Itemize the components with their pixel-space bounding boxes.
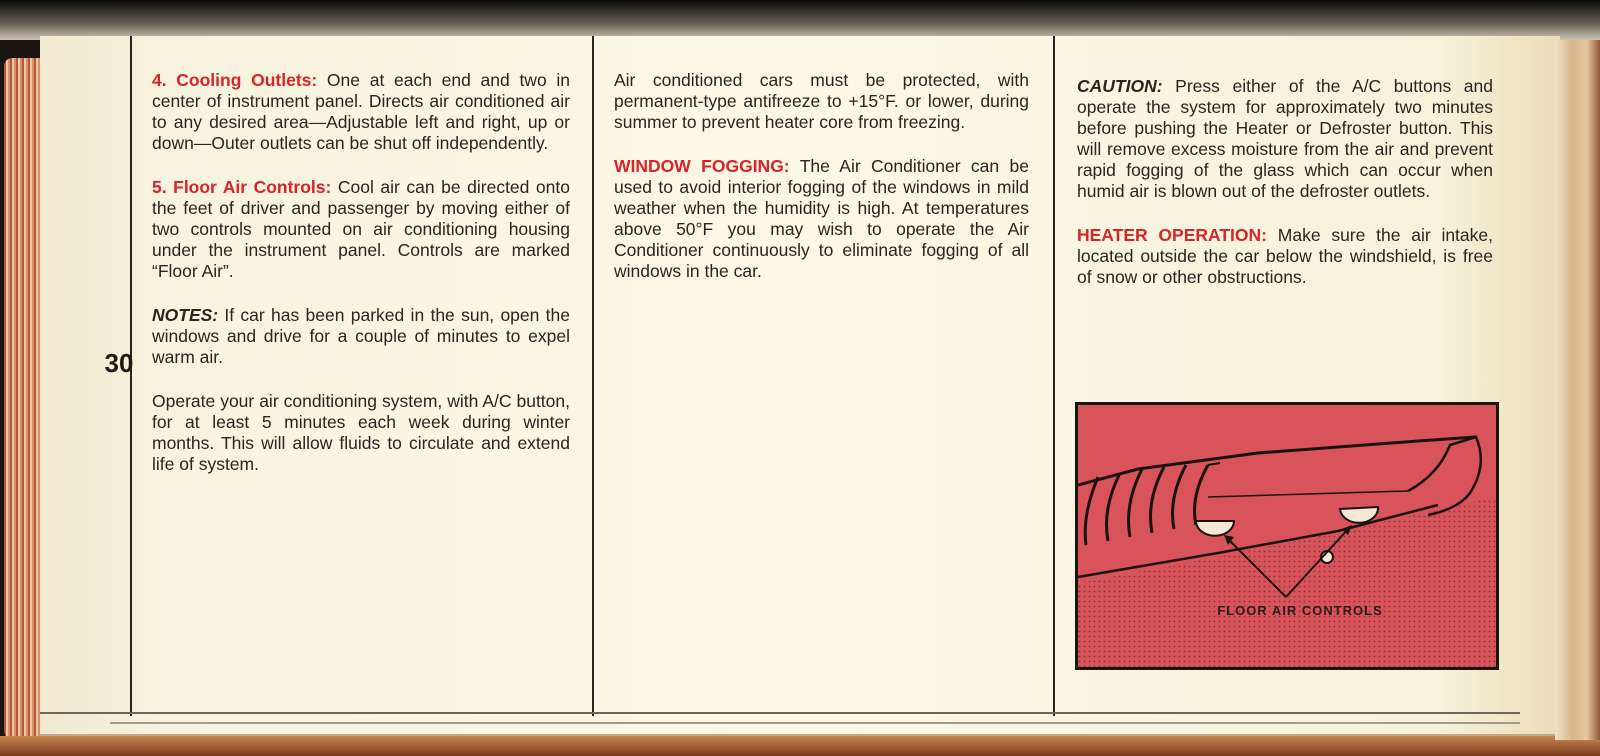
paragraph-caution (1077, 76, 1493, 202)
paragraph-cooling-outlets (152, 70, 570, 154)
paragraph-window-fogging (614, 156, 1029, 282)
book-binding-right (1555, 40, 1600, 740)
heading-window-fogging: WINDOW FOGGING: (614, 156, 790, 176)
paragraph-winter-operation (152, 391, 570, 475)
page-bottom-rule (40, 712, 1520, 714)
body-notes: If car has been parked in the sun, open the windows and drive for a couple of minutes to expel warm air. (152, 305, 570, 367)
heading-notes: NOTES: (152, 305, 219, 325)
manual-page (40, 36, 1560, 736)
body-caution: Press either of the A/C buttons and operate the system for approximately two minutes before pushing the Heater or Defroster button. This will remove excess moisture from the air and prevent rapid fogging of the glass which can occur when humid air is blown out of the defroster outlets. (1077, 76, 1493, 201)
page-number: 30 (104, 348, 134, 378)
text-column-2 (614, 70, 1029, 305)
body-window-fogging: The Air Conditioner can be used to avoid interior fogging of the windows in mild weather when the humidity is high. At temperatures above 50°F you may wish to operate the Air Conditioner continuously to eliminate fogging of all windows in the car. (614, 156, 1029, 281)
heading-heater-operation: HEATER OPERATION: (1077, 225, 1267, 245)
scan-background-top (0, 0, 1600, 40)
paragraph-floor-air-controls (152, 177, 570, 282)
column-divider-1 (592, 36, 594, 716)
paragraph-antifreeze (614, 70, 1029, 133)
book-page-edges-left (4, 58, 44, 742)
illustration-label: FLOOR AIR CONTROLS (1217, 603, 1383, 618)
body-floor-air-controls: Cool air can be directed onto the feet of driver and passenger by moving either of two controls mounted on air conditioning housing under the instrument panel. Controls are marked “Floor Air”. (152, 177, 570, 281)
body-winter-operation: Operate your air conditioning system, with A/C button, for at least 5 minutes each week during winter months. This will allow fluids to circulate and extend life of system. (152, 391, 570, 474)
text-column-1 (152, 70, 570, 498)
column-divider-2 (1053, 36, 1055, 716)
body-antifreeze: Air conditioned cars must be protected, with permanent-type antifreeze to +15°F. or lower, during summer to prevent heater core from freezing. (614, 70, 1029, 132)
paragraph-heater-operation (1077, 225, 1493, 288)
paragraph-notes (152, 305, 570, 368)
text-column-3 (1077, 76, 1493, 311)
dashboard-drawing (1078, 405, 1496, 667)
heading-cooling-outlets: 4. Cooling Outlets: (152, 70, 318, 90)
body-heater-operation: Make sure the air intake, located outside the car below the windshield, is free of snow or other obstructions. (1077, 225, 1493, 287)
heading-floor-air-controls: 5. Floor Air Controls: (152, 177, 332, 197)
book-cover-edge-bottom (0, 736, 1600, 756)
body-cooling-outlets: One at each end and two in center of instrument panel. Directs air conditioned air to any desired area—Adjustable left and right, up or down—Outer outlets can be shut off independently. (152, 70, 570, 153)
floor-air-controls-illustration (1075, 402, 1499, 670)
heading-caution: CAUTION: (1077, 76, 1163, 96)
page-bottom-rule-2 (110, 722, 1520, 724)
